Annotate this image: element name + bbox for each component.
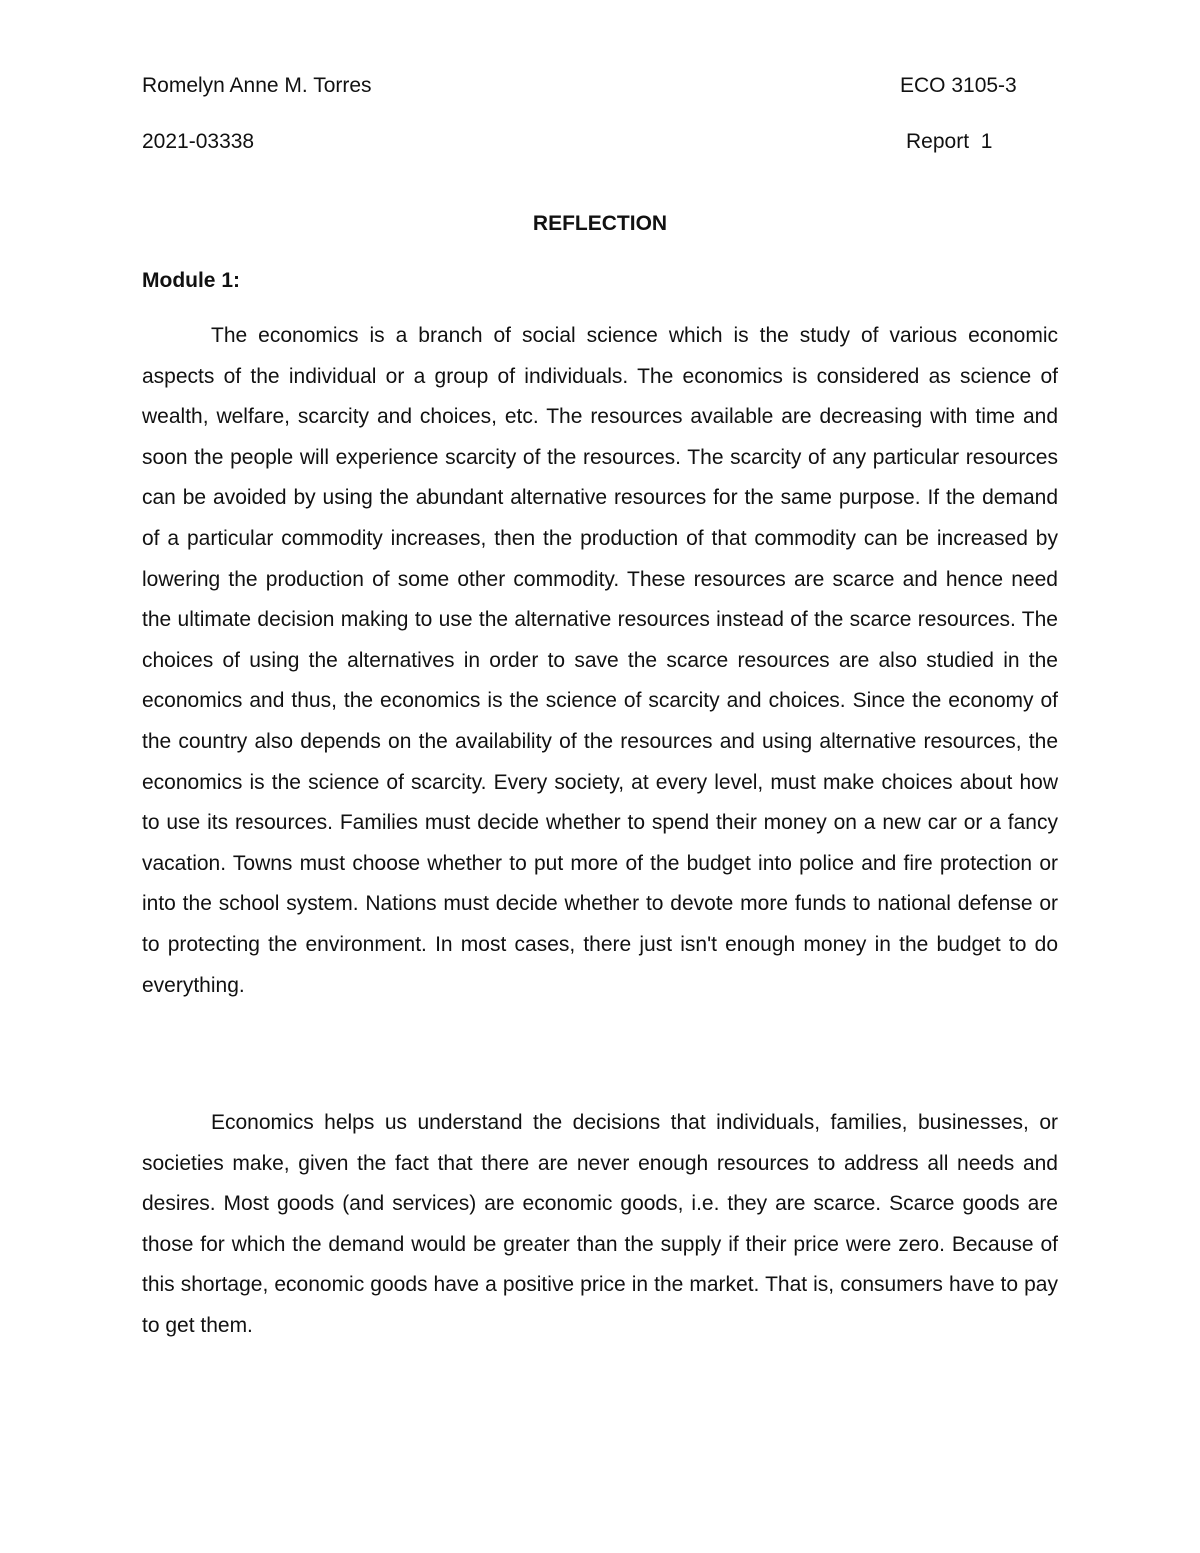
student-id: 2021-03338 [142,130,255,153]
course-code: ECO 3105-3 [900,74,1017,97]
document-title: REFLECTION [532,212,668,235]
author-name: Romelyn Anne M. Torres [142,74,372,97]
module-heading: Module 1: [142,269,240,292]
body-paragraph-1: The economics is a branch of social science which is the study of various economic aspects of the individual or a group of individuals. The economics is considered as science of wealth, welfare, scarcity and choices, etc. The resources available are decreasing with time and soon the people will experience scarcity of the resources. The scarcity of any particular resources can be avoided by using the abundant alternative resources for the same purpose. If the demand of a particular commodity increases, then the production of that commodity can be increased by lowering the production of some other commodity. These resources are scarce and hence need the ultimate decision making to use the alternative resources instead of the scarce resources. The choices of using the alternatives in order to save the scarce resources are also studied in the economics and thus, the economics is the science of scarcity and choices. Since the economy of the country also depends on the availability of the resources and using alternative resources, the economics is the science of scarcity. Every society, at every level, must make choices about how to use its resources. Families must decide whether to spend their money on a new car or a fancy vacation. Towns must choose whether to put more of the budget into police and fire protection or into the school system. Nations must decide whether to devote more funds to national defense or to protecting the environment. In most cases, there just isn't enough money in the budget to do everything. [142,324,1058,997]
body-paragraph-2: Economics helps us understand the decisions that individuals, families, businesses, or societies make, given the fact that there are never enough resources to address all needs and desires. Most goods (and services) are economic goods, i.e. they are scarce. Scarce goods are those for which the demand would be greater than the supply if their price were zero. Because of this shortage, economic goods have a positive price in the market. That is, consumers have to pay to get them. [142,1111,1058,1337]
report-label: Report 1 [906,130,993,153]
